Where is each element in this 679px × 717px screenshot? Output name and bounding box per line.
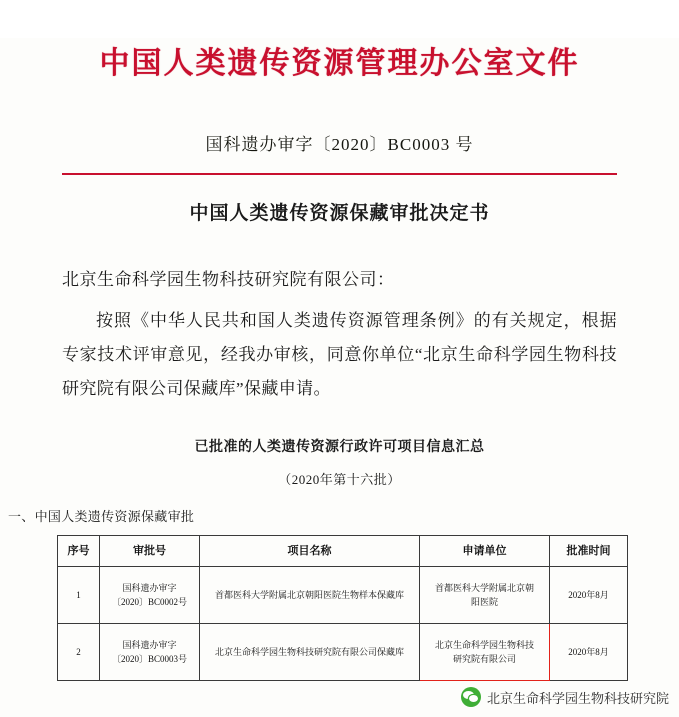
column-header-date: 批准时间 [550,536,628,567]
addressee-line: 北京生命科学园生物科技研究院有限公司： [62,270,395,289]
document-number: 国科遗办审字〔2020〕BC0003 号 [205,135,474,154]
section-label: 一、中国人类遗传资源保藏审批 [8,509,195,524]
footer-brand-label: 北京生命科学园生物科技研究院 [486,690,669,706]
cell-no: 2 [58,624,100,681]
cell-code [100,567,200,624]
document-page [0,38,679,717]
column-header-name: 项目名称 [200,536,420,567]
body-paragraph: 按照《中华人民共和国人类遗传资源管理条例》的有关规定，根据专家技术评审意见，经我办审核，同意你单位“北京生命科学园生物科技研究院有限公司保藏库”保藏申请。 [62,311,617,398]
column-header-code: 审批号 [100,536,200,567]
document-title: 中国人类遗传资源管理办公室文件 [99,47,580,80]
approval-table-wrapper [57,535,627,681]
column-header-org: 申请单位 [420,536,550,567]
footer-brand [461,687,669,707]
cell-no: 1 [58,567,100,624]
wechat-icon [461,687,481,707]
summary-title: 已批准的人类遗传资源行政许可项目信息汇总 [194,440,485,455]
cell-applicant-line2: 研究院有限公司 [452,654,516,664]
cell-code-line1: 国科遗办审字 [122,640,177,650]
red-divider [62,173,617,175]
cell-applicant [420,567,550,624]
cell-project-name: 首都医科大学附属北京朝阳医院生物样本保藏库 [200,567,420,624]
cell-applicant-line2: 阳医院 [470,597,498,607]
approval-table [57,535,628,681]
cell-applicant-line1: 首都医科大学附属北京朝 [434,583,534,593]
decision-title: 中国人类遗传资源保藏审批决定书 [189,203,490,224]
cell-approval-date: 2020年8月 [550,567,628,624]
column-header-no: 序号 [58,536,100,567]
cell-approval-date: 2020年8月 [550,624,628,681]
cell-project-name: 北京生命科学园生物科技研究院有限公司保藏库 [200,624,420,681]
cell-applicant-highlighted [420,624,550,681]
table-row [58,624,628,681]
cell-code-line2: 〔2020〕BC0002号 [111,597,187,607]
cell-applicant-line1: 北京生命科学园生物科技 [434,640,534,650]
table-header-row [58,536,628,567]
cell-code-line2: 〔2020〕BC0003号 [111,654,187,664]
table-row [58,567,628,624]
cell-code-line1: 国科遗办审字 [122,583,177,593]
cell-code [100,624,200,681]
summary-batch: （2020年第十六批） [278,472,401,487]
